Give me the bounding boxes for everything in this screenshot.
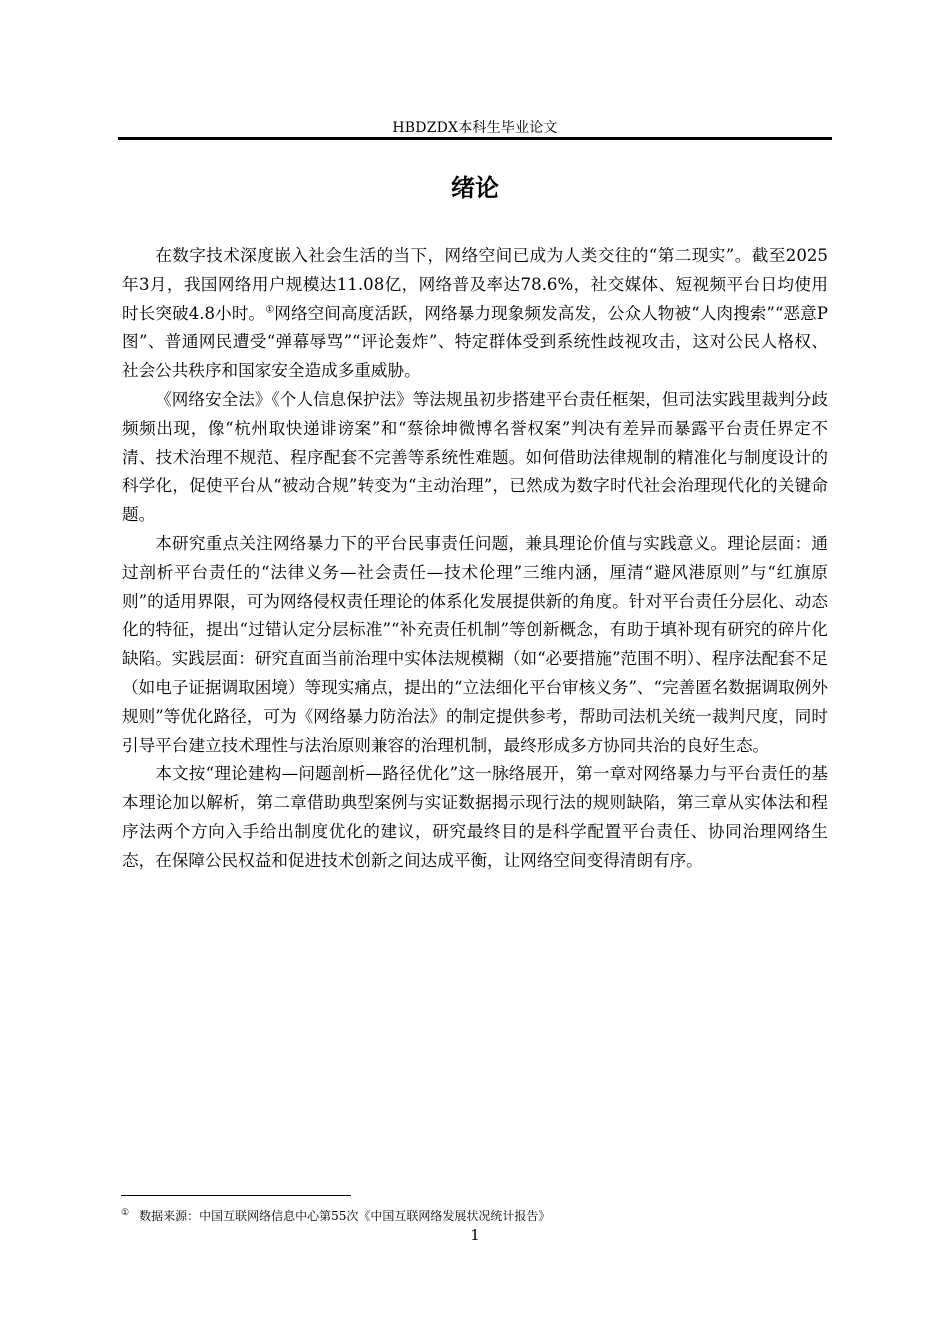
- running-header: HBDZDX本科生毕业论文: [392, 120, 558, 136]
- body-text: [122, 242, 828, 876]
- footnote-mark: ①: [121, 1208, 130, 1218]
- page-number: 1: [470, 1226, 480, 1244]
- header-double-rule: [118, 137, 832, 140]
- paragraph-1-part-a: 在数字技术深度嵌入社会生活的当下，网络空间已成为人类交往的“第二现实”。截至2025年3月，我国网络用户规模达11.08亿，网络普及率达78.6%，社交媒体、短视频平台日均使用时长突破4.8小时。: [122, 246, 828, 323]
- footnote-reference[interactable]: ①: [265, 304, 275, 316]
- footnote-separator: [121, 1195, 351, 1196]
- paragraph-3: 本研究重点关注网络暴力下的平台民事责任问题，兼具理论价值与实践意义。理论层面：通过剖析平台责任的“法律义务—社会责任—技术伦理”三维内涵，厘清“避风港原则”与“红旗原则”的适用界限，可为网络侵权责任理论的体系化发展提供新的角度。针对平台责任分层化、动态化的特征，提出“过错认定分层标准”“补充责任机制”等创新概念，有助于填补现有研究的碎片化缺陷。实践层面：研究直面当前治理中实体法规模糊（如“必要措施”范围不明）、程序法配套不足（如电子证据调取困境）等现实痛点，提出的“立法细化平台审核义务”、“完善匿名数据调取例外规则”等优化路径，可为《网络暴力防治法》的制定提供参考，帮助司法机关统一裁判尺度，同时引导平台建立技术理性与法治原则兼容的治理机制，最终形成多方协同共治的良好生态。: [122, 533, 828, 755]
- footnote: [121, 1208, 827, 1224]
- paragraph-1-part-b: 网络空间高度活跃，网络暴力现象频发高发，公众人物被“人肉搜索”“恶意P图”、普通网民遭受“弹幕辱骂”“评论轰炸”、特定群体受到系统性歧视攻击，这对公民人格权、社会公共秩序和国家安全造成多重威胁。: [122, 303, 828, 381]
- paragraph-1: [122, 242, 828, 386]
- chapter-title: 绪论: [451, 174, 499, 202]
- paragraph-2: 《网络安全法》《个人信息保护法》等法规虽初步搭建平台责任框架，但司法实践里裁判分歧频频出现，像“杭州取快递诽谤案”和“蔡徐坤微博名誉权案”判决有差异而暴露平台责任界定不清、技术治理不规范、程序配套不完善等系统性难题。如何借助法律规制的精准化与制度设计的科学化，促使平台从“被动合规”转变为“主动治理”，已然成为数字时代社会治理现代化的关键命题。: [122, 389, 828, 525]
- footnote-text: 数据来源：中国互联网络信息中心第55次《中国互联网络发展状况统计报告》: [139, 1209, 551, 1223]
- paragraph-4: 本文按“理论建构—问题剖析—路径优化”这一脉络展开，第一章对网络暴力与平台责任的基本理论加以解析，第二章借助典型案例与实证数据揭示现行法的规则缺陷，第三章从实体法和程序法两个方向入手给出制度优化的建议，研究最终目的是科学配置平台责任、协同治理网络生态，在保障公民权益和促进技术创新之间达成平衡，让网络空间变得清朗有序。: [122, 764, 828, 870]
